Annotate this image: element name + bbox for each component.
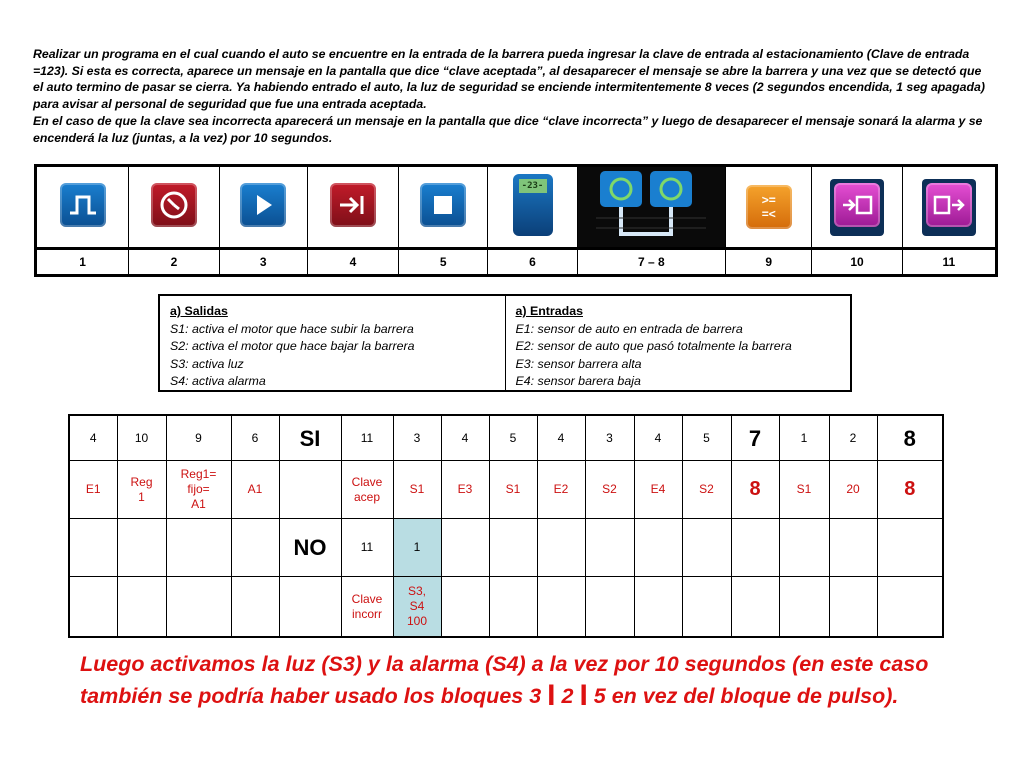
outputs-list xyxy=(160,296,505,390)
block-11 xyxy=(902,166,996,249)
program-cell: 1 xyxy=(779,415,829,461)
exercise-statement xyxy=(33,46,993,146)
program-cell: S1 xyxy=(779,461,829,519)
program-cell: 5 xyxy=(682,415,731,461)
program-row xyxy=(69,461,943,519)
program-cell: Reg1= fijo= A1 xyxy=(166,461,231,519)
block-9 xyxy=(726,166,812,249)
program-cell: S2 xyxy=(585,461,634,519)
program-cell xyxy=(166,519,231,577)
program-cell: S3, S4 100 xyxy=(393,577,441,638)
outputs-title: a) Salidas xyxy=(170,304,228,318)
block-number: 11 xyxy=(902,249,996,276)
play-icon xyxy=(240,183,286,227)
pulse-icon xyxy=(60,183,106,227)
input-item: E4: sensor barera baja xyxy=(515,374,641,388)
program-cell: 3 xyxy=(585,415,634,461)
program-cell xyxy=(279,461,341,519)
recall-icon xyxy=(926,183,972,227)
program-cell: S1 xyxy=(393,461,441,519)
program-cell: 11 xyxy=(341,519,393,577)
program-cell: 4 xyxy=(441,415,489,461)
program-cell: NO xyxy=(279,519,341,577)
statement-correct-case: Realizar un programa en el cual cuando el auto se encuentre en la entrada de la barrera pueda ingresar la clave de entrada al estacionamiento (Clave de entrada =123). Si esta es correcta, aparece un mensaje en la pantalla que dice “clave aceptada”, al desaparecer el mensaje se abre la barrera y una vez que se detectó que el auto termino de pasar se cierra. Ya habiendo entrado el auto, la luz de seguridad se enciende intermitentemente 8 veces (2 segundos encendida, 1 seg apagada) para avisar al personal de seguridad que fue una entrada aceptada. xyxy=(33,47,985,112)
program-cell xyxy=(231,577,279,638)
program-cell xyxy=(279,577,341,638)
inputs-title: a) Entradas xyxy=(515,304,583,318)
program-cell: Clave incorr xyxy=(341,577,393,638)
block-3 xyxy=(219,166,307,249)
program-cell xyxy=(682,519,731,577)
program-row xyxy=(69,415,943,461)
block-number: 1 xyxy=(36,249,129,276)
program-cell: SI xyxy=(279,415,341,461)
inputs-list xyxy=(505,296,851,390)
program-cell xyxy=(69,519,117,577)
program-cell xyxy=(682,577,731,638)
program-cell: Reg 1 xyxy=(117,461,166,519)
block-5 xyxy=(399,166,488,249)
program-cell: 8 xyxy=(731,461,779,519)
block-6 xyxy=(488,166,577,249)
program-cell xyxy=(829,577,877,638)
program-cell xyxy=(537,519,585,577)
program-cell: 2 xyxy=(829,415,877,461)
block-number: 9 xyxy=(726,249,812,276)
io-definitions xyxy=(158,294,852,392)
program-cell xyxy=(489,577,537,638)
program-cell: 10 xyxy=(117,415,166,461)
output-item: S1: activa el motor que hace subir la barrera xyxy=(170,321,414,336)
program-cell: E2 xyxy=(537,461,585,519)
program-cell: S2 xyxy=(682,461,731,519)
block-1 xyxy=(36,166,129,249)
block-number: 4 xyxy=(307,249,398,276)
program-cell: 4 xyxy=(634,415,682,461)
program-cell xyxy=(731,519,779,577)
clock-icon xyxy=(151,183,197,227)
skip-icon xyxy=(330,183,376,227)
program-cell xyxy=(69,577,117,638)
block-number: 3 xyxy=(219,249,307,276)
stop-icon xyxy=(420,183,466,227)
input-item: E3: sensor barrera alta xyxy=(515,356,642,371)
store-icon xyxy=(834,183,880,227)
program-cell xyxy=(779,519,829,577)
program-cell: 11 xyxy=(341,415,393,461)
conclusion-block-number: 2 xyxy=(561,684,574,708)
program-cell xyxy=(166,577,231,638)
compare-icon: >= =< xyxy=(746,185,792,229)
program-table xyxy=(68,414,944,638)
program-cell xyxy=(489,519,537,577)
program-cell xyxy=(117,519,166,577)
input-item: E1: sensor de auto en entrada de barrera xyxy=(515,321,743,336)
program-cell xyxy=(779,577,829,638)
display-screen: -23- xyxy=(519,179,547,193)
program-cell xyxy=(829,519,877,577)
conclusion-text: Luego activamos la luz (S3) y la alarma (S4) a la vez por 10 segundos (en este caso también se podría haber usado los bloques 3 xyxy=(80,652,929,708)
program-cell xyxy=(537,577,585,638)
block-number: 5 xyxy=(399,249,488,276)
loop-icon xyxy=(596,168,706,242)
number-display-icon xyxy=(513,174,553,236)
program-cell: 8 xyxy=(877,415,943,461)
program-cell xyxy=(585,519,634,577)
program-cell: 1 xyxy=(393,519,441,577)
separator: I xyxy=(547,679,556,712)
conclusion-text-end: 5 en vez del bloque de pulso). xyxy=(593,684,899,708)
output-item: S3: activa luz xyxy=(170,356,244,371)
program-cell: 20 xyxy=(829,461,877,519)
block-number: 2 xyxy=(129,249,219,276)
program-cell xyxy=(585,577,634,638)
program-row xyxy=(69,577,943,638)
input-item: E2: sensor de auto que pasó totalmente la barrera xyxy=(515,339,792,353)
block-legend-table xyxy=(34,164,998,277)
program-cell: A1 xyxy=(231,461,279,519)
separator: I xyxy=(579,679,588,712)
program-cell xyxy=(877,577,943,638)
program-cell: S1 xyxy=(489,461,537,519)
program-cell xyxy=(117,577,166,638)
program-cell: E1 xyxy=(69,461,117,519)
program-cell: 5 xyxy=(489,415,537,461)
program-cell xyxy=(231,519,279,577)
program-cell xyxy=(634,519,682,577)
conclusion-note xyxy=(80,648,960,712)
program-cell: 7 xyxy=(731,415,779,461)
program-cell xyxy=(877,519,943,577)
block-number: 7 – 8 xyxy=(577,249,725,276)
program-row xyxy=(69,519,943,577)
program-cell: 8 xyxy=(877,461,943,519)
statement-incorrect-case: En el caso de que la clave sea incorrecta aparecerá un mensaje en la pantalla que dice “clave incorrecta” y luego de desaparecer el mensaje sonará la alarma y se encenderá la luz (juntas, a la vez) por 10 segundos. xyxy=(33,113,983,145)
block-number: 6 xyxy=(488,249,577,276)
program-cell: Clave acep xyxy=(341,461,393,519)
program-cell xyxy=(441,577,489,638)
block-number: 10 xyxy=(812,249,902,276)
program-cell: 3 xyxy=(393,415,441,461)
block-10 xyxy=(812,166,902,249)
block-4 xyxy=(307,166,398,249)
program-cell: 6 xyxy=(231,415,279,461)
block-7-8 xyxy=(577,166,725,249)
output-item: S4: activa alarma xyxy=(170,374,266,388)
program-cell: 4 xyxy=(69,415,117,461)
program-cell xyxy=(634,577,682,638)
program-cell: 4 xyxy=(537,415,585,461)
program-cell xyxy=(441,519,489,577)
program-cell: E3 xyxy=(441,461,489,519)
program-cell: 9 xyxy=(166,415,231,461)
program-cell: E4 xyxy=(634,461,682,519)
output-item: S2: activa el motor que hace bajar la barrera xyxy=(170,339,415,353)
block-2 xyxy=(129,166,219,249)
program-cell xyxy=(731,577,779,638)
